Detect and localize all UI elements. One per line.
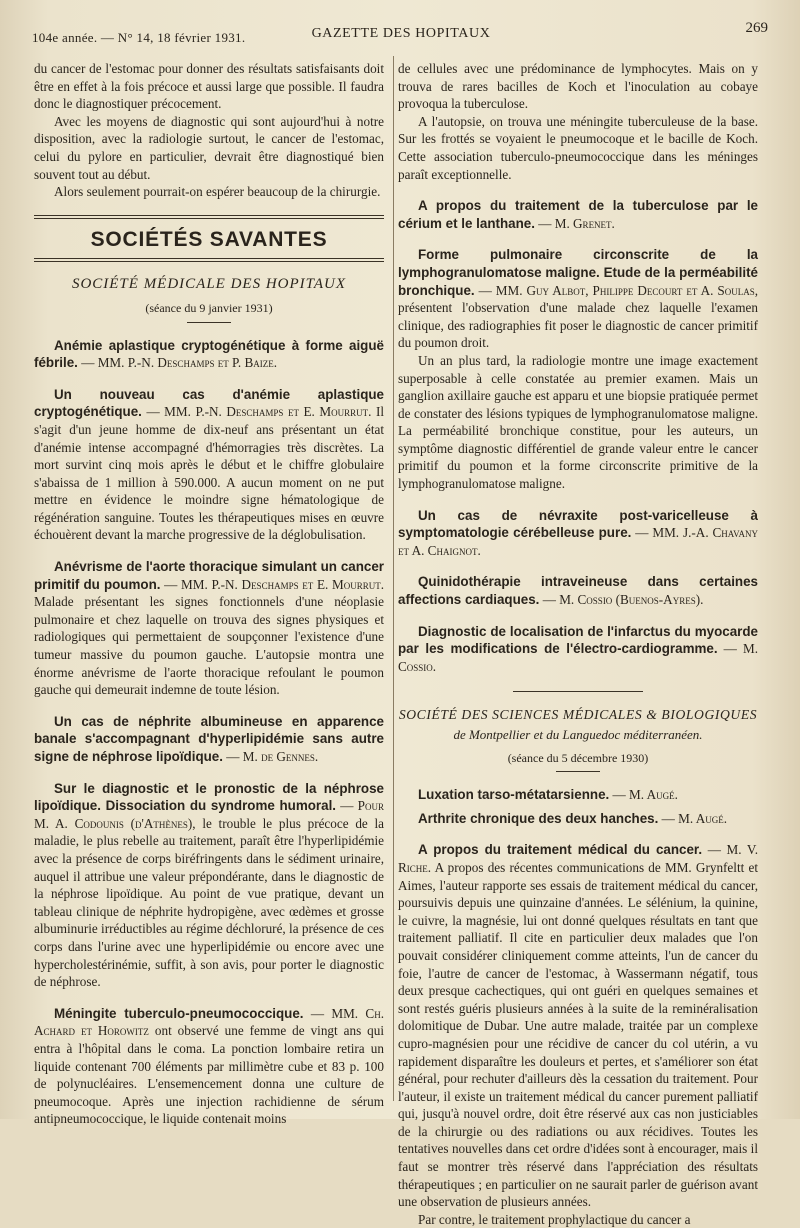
entry-title: A propos du traitement de la tuberculose par le cérium et le lanthane.: [398, 198, 758, 231]
entry-authors: — M. Cossio (Buenos-Ayres).: [542, 592, 704, 608]
paragraph: Par contre, le traitement prophylactique du cancer a: [418, 1211, 691, 1227]
issue-info: 104e année. — N° 14, 18 février 1931.: [32, 30, 246, 45]
entry-authors: — M. Augé.: [661, 810, 728, 826]
communication-entry: [398, 573, 758, 608]
paragraph: A l'autopsie, on trouva une méningite tuberculeuse de la base. Sur les frottés se voyaient le pneumocoque et le bacille de Koch. Cette association tuberculo-pneumococcique dans les méninges paraît exceptionnelle.: [398, 113, 758, 182]
entry-title: Un cas de névraxite post-varicelleuse à symptomatologie cérébelleuse pure.: [398, 507, 758, 541]
entry-authors: — MM. Guy Albot, Philippe Decourt et A. Soulas,: [478, 282, 758, 298]
entry-authors: — Pour M. A. Codounis (d'Athènes),: [34, 798, 384, 831]
page-number: 269: [745, 20, 768, 36]
entry-authors: — M. de Gennes.: [226, 749, 319, 764]
paragraph: Alors seulement pourrait-on espérer beaucoup de la chirurgie.: [54, 184, 381, 200]
entry-title: Anévrisme de l'aorte thoracique simulant un cancer primitif du poumon.: [34, 559, 384, 592]
entry-authors: — MM. P.-N. Deschamps et E. Mourrut.: [164, 576, 385, 592]
entry-authors: — M. V. Riche.: [398, 842, 759, 875]
communication-entry: [398, 507, 758, 560]
entry-title: Méningite tuberculo-pneumococcique.: [54, 1005, 304, 1021]
page-header: [32, 18, 770, 48]
section-title: SOCIÉTÉS SAVANTES: [90, 227, 328, 251]
entry-title: Un nouveau cas d'anémie aplastique cryptogénétique.: [34, 386, 384, 420]
short-rule: [556, 771, 600, 772]
column-divider: [393, 56, 394, 1101]
separator-rule: [513, 691, 643, 692]
seance-date: (séance du 9 janvier 1931): [145, 300, 273, 315]
entry-authors: — MM. J.-A. Chavany et A. Chaignot.: [398, 525, 758, 558]
entry-authors: — MM. P.-N. Deschamps et P. Baize.: [81, 355, 278, 371]
entry-authors: — MM. Ch. Achard et Horowitz: [34, 1005, 384, 1039]
communication-entry: [34, 1005, 384, 1128]
society-title: SOCIÉTÉ MÉDICALE DES HOPITAUX: [71, 276, 347, 293]
communication-entry: [398, 623, 758, 676]
communication-entry: [34, 558, 384, 699]
entry-body: Malade présentant les signes fonctionnels d'une néoplasie pulmonaire et chez laquelle on trouva des signes physiques et radiologiques qui permettaient de soupçonner l'existence d'une tumeur massive du poumon gauche. L'autopsie montra une énorme anévrisme de l'aorte thoracique refoulant le poumon gauche qui demeurait indemne de toute lésion.: [34, 594, 384, 698]
seance-date: (séance du 5 décembre 1930): [507, 750, 649, 765]
entry-title: A propos du traitement médical du cancer.: [418, 842, 703, 858]
entry-authors: — M. Augé.: [612, 787, 678, 803]
entry-body: le trouble le plus précoce de la maladie, le plus rebelle au traitement, paraît être l'hyperlipidémie avec la présence de corps biréfringents dans le sédiment urinaire, auquel il attribue une valeur prépondérante, dans le diagnostic de la néphrose lipoïdique. Au point de vue pratique, devant un tableau clinique de néphrite hydropigène, avec œdèmes et grosse albuminurie irréductibles au régime déchloruré, la présence de ces corps dans l'urine avec une hyperlipidémie ou encore avec une hypercholestérinémie, suffit, à son avis, pour porter le diagnostic de néphrose.: [34, 815, 385, 990]
paragraph: du cancer de l'estomac pour donner des résultats satisfaisants doit être en effet à la fois précoce et aussi large que possible. Il faudra donc le diagnostiquer précocement.: [34, 61, 384, 112]
paragraph: Un an plus tard, la radiologie montre une image exactement superposable à celle constatée au premier examen. Mais un ganglion axillaire gauche est apparu et une biopsie pratiquée permet de constater des lésions typiques de lymphogranulomatose maligne. La perméabilité bronchique constitue, pour les auteurs, un symptôme diagnostic différentiel de grande valeur entre le cancer primitif du poumon et la forme circonscrite primitive de la lymphogranulomatose maligne.: [398, 352, 758, 492]
communication-entry: [34, 713, 384, 766]
communication-entry: [398, 246, 758, 352]
left-column: [34, 60, 384, 1128]
communication-entry: [34, 386, 384, 544]
entry-body: présentent l'observation d'une malade chez laquelle l'examen clinique, des radiographies fit poser le diagnostic de cancer primitif du poumon droit.: [398, 300, 758, 351]
section-rule: [34, 258, 384, 262]
communication-entry: [34, 780, 384, 991]
communication-entry: [398, 841, 758, 1210]
society-subtitle: de Montpellier et du Languedoc méditerranéen.: [453, 727, 703, 742]
entry-title: Quinidothérapie intraveineuse dans certaines affections cardiaques.: [398, 574, 758, 608]
entry-authors: — MM. P.-N. Deschamps et E. Mourrut.: [146, 404, 372, 420]
entry-title: Diagnostic de localisation de l'infarctus du myocarde par les modifications de l'électro-cardiogramme.: [398, 623, 758, 657]
communication-entry: [34, 337, 384, 372]
society-title: SOCIÉTÉ DES SCIENCES MÉDICALES & BIOLOGIQUES: [398, 707, 758, 723]
entry-title: Sur le diagnostic et le pronostic de la néphrose lipoïdique. Dissociation du syndrome humoral.: [34, 780, 384, 814]
section-rule: [34, 215, 384, 219]
entry-title: Arthrite chronique des deux hanches.: [418, 810, 659, 826]
entry-title: Forme pulmonaire circonscrite de la lymphogranulomatose maligne. Etude de la perméabilité bronchique.: [398, 247, 758, 298]
paragraph: Avec les moyens de diagnostic qui sont aujourd'hui à notre disposition, avec la radiologie surtout, le cancer de l'estomac, celui du pylore en particulier, devrait être diagnostiqué bien souvent tout au début.: [34, 113, 384, 182]
right-column: [398, 60, 758, 1228]
communication-entry: [398, 786, 758, 804]
short-rule: [187, 322, 231, 323]
communication-entry: [398, 810, 758, 828]
entry-body: A propos des récentes communications de MM. Grynfeltt et Aimes, l'auteur rapporte ses essais de traitement médical du cancer, poursuivis depuis une quinzaine d'années. Le sélénium, la quinine, le cuivre, la magnésie, lui ont donné quelques résultats en tant que traitement palliatif. Il cite en particulier deux malades que l'on pouvait considérer cliniquement comme atteints, l'un de cancer du foie, l'autre de cancer de l'estomac, à Wassermann négatif, tous deux presque cachectiques, qui ont guéri en quelques semaines et sont restés guéris plusieurs années à la suite de la reminéralisation dolomitique de Dubar. Une autre malade, traitée par un complexe cupro-magnésien pour une récidive de cancer du col utérin, a vu rapidement disparaître les douleurs et pertes, et s'améliorer son état général, pour rechuter d'ailleurs dès la cessation du traitement. Pour l'auteur, il existe un traitement médical du cancer purement palliatif qui, jusqu'à nouvel ordre, doit être réservé aux cas non justiciables de la chirurgie ou des radiations ou aux récidives. Toutes les tentatives nouvelles dans cet ordre d'idées sont à encourager, mais il faut se montrer très réservé dans l'appréciation des résultats thérapeutiques ; en particulier on ne saurait parler de guérison avant une observation de plusieurs années.: [398, 859, 759, 1210]
entry-body: Il s'agit d'un jeune homme de dix-neuf ans présentant un état d'anémie intense accompagné d'hémorragies très discrètes. La mort survint cinq mois après le début et le chiffre globulaire s'abaissa de 1 million à 590.000. A aucun moment on ne put mettre en évidence le moindre signe hématologique de régénération sanguine. Toutes les thérapeutiques mises en œuvre échouèrent devant la marche progressive de la déglobulisation.: [34, 404, 385, 543]
entry-title: Luxation tarso-métatarsienne.: [418, 787, 610, 803]
entry-title: Anémie aplastique cryptogénétique à forme aiguë fébrile.: [34, 337, 384, 371]
entry-body: ont observé une femme de vingt ans qui entra à l'hôpital dans le coma. La ponction lombaire retira un liquide contenant 700 éléments par millimètre cube et 83 p. 100 de polynucléaires. L'ensemencement donna une culture de pneumocoque. Après une injection rachidienne de sérum antipneumococcique, le liquide contenait moins: [34, 1023, 385, 1127]
entry-authors: — M. Cossio.: [398, 641, 758, 674]
paragraph: de cellules avec une prédominance de lymphocytes. Mais on y trouva de rares bacilles de Koch et l'inoculation au cobaye provoqua la tuberculose.: [398, 61, 758, 112]
entry-title: Un cas de néphrite albumineuse en apparence banale s'accompagnant d'hyperlipidémie sans autre signe de néphrose lipoïdique.: [34, 713, 384, 764]
communication-entry: [398, 197, 758, 232]
journal-title: GAZETTE DES HOPITAUX: [311, 26, 491, 41]
entry-authors: — M. Grenet.: [538, 215, 615, 231]
